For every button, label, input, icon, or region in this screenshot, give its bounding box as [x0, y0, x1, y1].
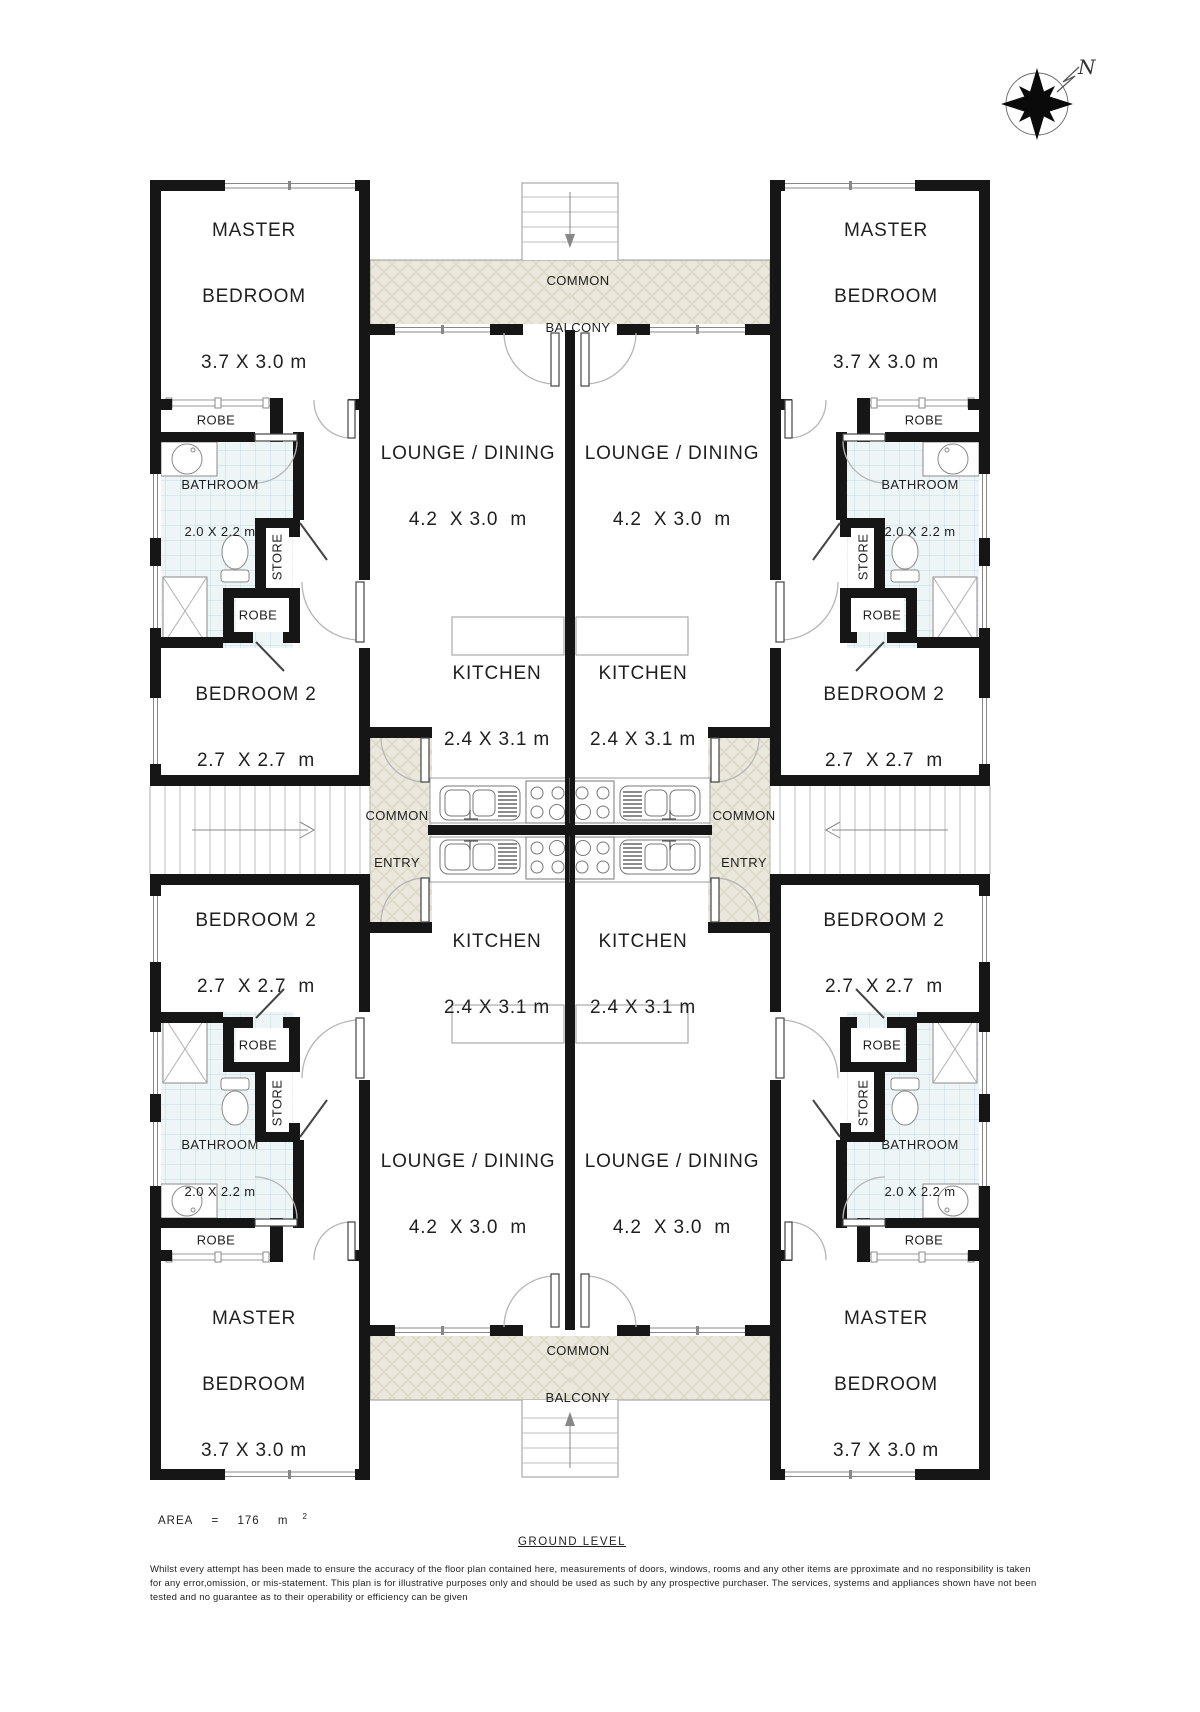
room-label-lounge-dining: LOUNGE / DINING 4.2 X 3.0 m — [584, 443, 760, 530]
room-label-robe: ROBE — [196, 1232, 236, 1248]
room-label-store: STORE — [855, 533, 871, 581]
area-summary — [158, 1512, 322, 1527]
room-label-robe: ROBE — [238, 607, 278, 623]
room-label-bedroom2: BEDROOM 2 2.7 X 2.7 m — [195, 684, 317, 771]
room-label-kitchen: KITCHEN 2.4 X 3.1 m — [444, 931, 550, 1018]
room-label-store: STORE — [855, 1079, 871, 1127]
room-label-lounge-dining: LOUNGE / DINING 4.2 X 3.0 m — [584, 1151, 760, 1238]
room-label-bathroom: BATHROOM 2.0 X 2.2 m — [881, 476, 959, 539]
room-label-bathroom: BATHROOM 2.0 X 2.2 m — [181, 1136, 259, 1199]
room-label-lounge-dining: LOUNGE / DINING 4.2 X 3.0 m — [380, 1151, 556, 1238]
disclaimer-text: Whilst every attempt has been made to ensure the accuracy of the floor plan contained here, measurements of doors, windows, rooms and any other items are pproximate and no responsibility is taken for any error,omission, or mis-statement. This plan is for illustrative purposes only and should be used as such by any prospective purchaser. The services, systems and appliances shown have not been tested and no guarantee as to their operability or efficiency can be given — [150, 1564, 1037, 1603]
room-label-master-bedroom: MASTER BEDROOM 3.7 X 3.0 m — [201, 1308, 307, 1461]
common-balcony-label: COMMON BALCONY — [545, 272, 611, 335]
room-label-store: STORE — [269, 1079, 285, 1127]
common-entry-label: COMMON ENTRY — [712, 807, 776, 870]
room-label-kitchen: KITCHEN 2.4 X 3.1 m — [590, 931, 696, 1018]
room-label-bathroom: BATHROOM 2.0 X 2.2 m — [181, 476, 259, 539]
area-label: AREA — [158, 1514, 194, 1527]
room-label-robe: ROBE — [862, 607, 902, 623]
room-label-kitchen: KITCHEN 2.4 X 3.1 m — [444, 663, 550, 750]
room-label-robe: ROBE — [238, 1037, 278, 1053]
compass-icon — [1001, 55, 1097, 140]
room-label-bedroom2: BEDROOM 2 2.7 X 2.7 m — [823, 910, 945, 997]
room-label-master-bedroom: MASTER BEDROOM 3.7 X 3.0 m — [833, 220, 939, 373]
room-label-bedroom2: BEDROOM 2 2.7 X 2.7 m — [823, 684, 945, 771]
level-title: GROUND LEVEL — [517, 1536, 627, 1548]
area-value: 176 m $^2$ — [237, 1512, 308, 1527]
room-label-master-bedroom: MASTER BEDROOM 3.7 X 3.0 m — [201, 220, 307, 373]
room-label-kitchen: KITCHEN 2.4 X 3.1 m — [590, 663, 696, 750]
area-equals: = — [211, 1514, 220, 1527]
common-balcony-label: COMMON BALCONY — [545, 1342, 611, 1405]
common-entry-label: COMMON ENTRY — [365, 807, 429, 870]
room-label-lounge-dining: LOUNGE / DINING 4.2 X 3.0 m — [380, 443, 556, 530]
room-label-robe: ROBE — [904, 1232, 944, 1248]
room-label-bathroom: BATHROOM 2.0 X 2.2 m — [881, 1136, 959, 1199]
compass-north-label: N — [1078, 55, 1096, 79]
room-label-bedroom2: BEDROOM 2 2.7 X 2.7 m — [195, 910, 317, 997]
room-label-store: STORE — [269, 533, 285, 581]
room-label-robe: ROBE — [862, 1037, 902, 1053]
room-label-robe: ROBE — [904, 412, 944, 428]
room-label-robe: ROBE — [196, 412, 236, 428]
room-label-master-bedroom: MASTER BEDROOM 3.7 X 3.0 m — [833, 1308, 939, 1461]
